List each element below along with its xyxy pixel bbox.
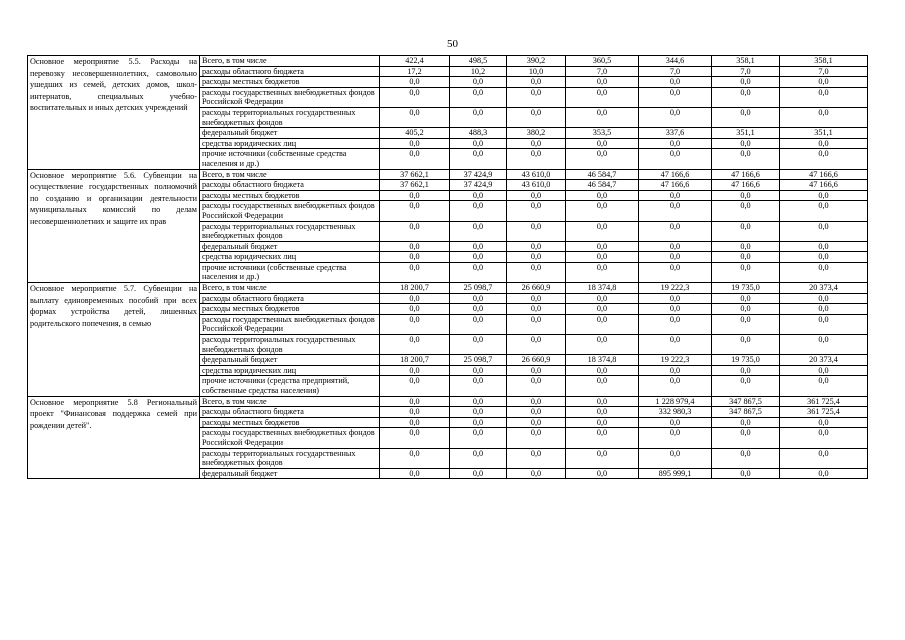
amount-cell: 0,0: [712, 87, 780, 107]
amount-cell: 0,0: [780, 138, 868, 149]
amount-cell: 0,0: [712, 448, 780, 468]
amount-cell: 0,0: [712, 314, 780, 334]
amount-cell: 0,0: [566, 221, 639, 241]
amount-cell: 895 999,1: [639, 468, 712, 479]
amount-cell: 0,0: [450, 87, 507, 107]
amount-cell: 10,2: [450, 66, 507, 77]
amount-cell: 0,0: [507, 190, 566, 201]
funding-source: расходы государственных внебюджетных фондов Российской Федерации: [200, 428, 380, 448]
amount-cell: 0,0: [566, 314, 639, 334]
amount-cell: 0,0: [450, 314, 507, 334]
amount-cell: 0,0: [712, 293, 780, 304]
amount-cell: 0,0: [712, 376, 780, 396]
amount-cell: 358,1: [780, 56, 868, 67]
amount-cell: 19 222,3: [639, 355, 712, 366]
funding-source: Всего, в том числе: [200, 169, 380, 180]
amount-cell: 0,0: [566, 241, 639, 252]
table-row: [28, 169, 868, 180]
funding-source: федеральный бюджет: [200, 241, 380, 252]
amount-cell: 358,1: [712, 56, 780, 67]
amount-cell: 0,0: [566, 396, 639, 407]
amount-cell: 0,0: [380, 190, 450, 201]
funding-source: расходы государственных внебюджетных фондов Российской Федерации: [200, 201, 380, 221]
amount-cell: 0,0: [780, 107, 868, 127]
amount-cell: 0,0: [380, 262, 450, 282]
amount-cell: 0,0: [780, 190, 868, 201]
amount-cell: 26 660,9: [507, 283, 566, 294]
amount-cell: 0,0: [507, 417, 566, 428]
amount-cell: 0,0: [639, 138, 712, 149]
amount-cell: 0,0: [380, 428, 450, 448]
amount-cell: 0,0: [712, 241, 780, 252]
funding-source: средства юридических лиц: [200, 138, 380, 149]
amount-cell: 0,0: [450, 428, 507, 448]
amount-cell: 0,0: [780, 221, 868, 241]
funding-source: прочие источники (собственные средства населения и др.): [200, 262, 380, 282]
amount-cell: 351,1: [712, 128, 780, 139]
amount-cell: 43 610,0: [507, 180, 566, 191]
amount-cell: 0,0: [566, 365, 639, 376]
amount-cell: 37 424,9: [450, 180, 507, 191]
amount-cell: 43 610,0: [507, 169, 566, 180]
amount-cell: 0,0: [780, 293, 868, 304]
amount-cell: 18 200,7: [380, 355, 450, 366]
budget-table-body: [28, 56, 868, 479]
amount-cell: 353,5: [566, 128, 639, 139]
amount-cell: 18 374,8: [566, 355, 639, 366]
funding-source: расходы областного бюджета: [200, 66, 380, 77]
table-row: [28, 396, 868, 407]
amount-cell: 332 980,3: [639, 407, 712, 418]
table-row: [28, 56, 868, 67]
amount-cell: 337,6: [639, 128, 712, 139]
amount-cell: 0,0: [566, 87, 639, 107]
amount-cell: 0,0: [507, 138, 566, 149]
amount-cell: 25 098,7: [450, 355, 507, 366]
amount-cell: 0,0: [507, 77, 566, 88]
amount-cell: 0,0: [712, 335, 780, 355]
funding-source: Всего, в том числе: [200, 396, 380, 407]
amount-cell: 0,0: [639, 417, 712, 428]
amount-cell: 0,0: [450, 262, 507, 282]
amount-cell: 0,0: [507, 201, 566, 221]
amount-cell: 0,0: [780, 314, 868, 334]
amount-cell: 498,5: [450, 56, 507, 67]
amount-cell: 0,0: [780, 262, 868, 282]
amount-cell: 0,0: [507, 293, 566, 304]
funding-source: Всего, в том числе: [200, 283, 380, 294]
amount-cell: 7,0: [780, 66, 868, 77]
amount-cell: 19 735,0: [712, 355, 780, 366]
amount-cell: 0,0: [566, 417, 639, 428]
amount-cell: 0,0: [639, 262, 712, 282]
amount-cell: 47 166,6: [712, 169, 780, 180]
amount-cell: 0,0: [507, 252, 566, 263]
budget-table: [27, 55, 868, 479]
amount-cell: 0,0: [450, 417, 507, 428]
amount-cell: 0,0: [639, 335, 712, 355]
amount-cell: 0,0: [450, 448, 507, 468]
amount-cell: 0,0: [507, 262, 566, 282]
amount-cell: 360,5: [566, 56, 639, 67]
amount-cell: 0,0: [450, 335, 507, 355]
amount-cell: 0,0: [450, 396, 507, 407]
amount-cell: 0,0: [450, 107, 507, 127]
amount-cell: 0,0: [450, 138, 507, 149]
amount-cell: 47 166,6: [780, 169, 868, 180]
amount-cell: 26 660,9: [507, 355, 566, 366]
amount-cell: 0,0: [380, 417, 450, 428]
funding-source: расходы территориальных государственных внебюджетных фондов: [200, 221, 380, 241]
amount-cell: 0,0: [507, 304, 566, 315]
amount-cell: 0,0: [566, 407, 639, 418]
amount-cell: 361 725,4: [780, 407, 868, 418]
amount-cell: 37 424,9: [450, 169, 507, 180]
amount-cell: 0,0: [450, 365, 507, 376]
amount-cell: 0,0: [566, 149, 639, 169]
amount-cell: 0,0: [639, 221, 712, 241]
funding-source: расходы государственных внебюджетных фондов Российской Федерации: [200, 314, 380, 334]
amount-cell: 0,0: [639, 304, 712, 315]
amount-cell: 0,0: [507, 396, 566, 407]
amount-cell: 0,0: [712, 107, 780, 127]
amount-cell: 0,0: [712, 252, 780, 263]
amount-cell: 0,0: [507, 376, 566, 396]
amount-cell: 37 662,1: [380, 169, 450, 180]
amount-cell: 0,0: [450, 149, 507, 169]
amount-cell: 0,0: [639, 448, 712, 468]
amount-cell: 0,0: [380, 304, 450, 315]
amount-cell: 0,0: [450, 468, 507, 479]
amount-cell: 0,0: [780, 365, 868, 376]
amount-cell: 0,0: [639, 87, 712, 107]
amount-cell: 0,0: [780, 376, 868, 396]
amount-cell: 0,0: [507, 149, 566, 169]
amount-cell: 344,6: [639, 56, 712, 67]
amount-cell: 47 166,6: [639, 169, 712, 180]
amount-cell: 0,0: [380, 149, 450, 169]
amount-cell: 0,0: [507, 448, 566, 468]
amount-cell: 351,1: [780, 128, 868, 139]
amount-cell: 390,2: [507, 56, 566, 67]
amount-cell: 0,0: [380, 138, 450, 149]
amount-cell: 0,0: [639, 376, 712, 396]
amount-cell: 17,2: [380, 66, 450, 77]
funding-source: расходы территориальных государственных внебюджетных фондов: [200, 335, 380, 355]
amount-cell: 0,0: [780, 304, 868, 315]
amount-cell: 7,0: [566, 66, 639, 77]
amount-cell: 47 166,6: [780, 180, 868, 191]
amount-cell: 0,0: [780, 201, 868, 221]
amount-cell: 0,0: [780, 335, 868, 355]
amount-cell: 0,0: [380, 314, 450, 334]
amount-cell: 380,2: [507, 128, 566, 139]
amount-cell: 0,0: [639, 293, 712, 304]
amount-cell: 0,0: [507, 241, 566, 252]
amount-cell: 0,0: [380, 335, 450, 355]
amount-cell: 0,0: [566, 77, 639, 88]
measure-title: Основное мероприятие 5.5. Расходы на перевозку несовершеннолетних, самовольно ушедших из семей, детских домов, школ-интернатов, специальных учебно-воспитательных и иных детских учреждений: [28, 56, 200, 170]
amount-cell: 0,0: [639, 201, 712, 221]
amount-cell: 0,0: [780, 448, 868, 468]
amount-cell: 0,0: [639, 252, 712, 263]
amount-cell: 7,0: [639, 66, 712, 77]
funding-source: расходы местных бюджетов: [200, 417, 380, 428]
amount-cell: 0,0: [380, 241, 450, 252]
amount-cell: 0,0: [380, 201, 450, 221]
funding-source: расходы областного бюджета: [200, 407, 380, 418]
amount-cell: 0,0: [566, 428, 639, 448]
amount-cell: 0,0: [780, 252, 868, 263]
amount-cell: 18 374,8: [566, 283, 639, 294]
amount-cell: 0,0: [780, 241, 868, 252]
amount-cell: 0,0: [639, 241, 712, 252]
amount-cell: 0,0: [507, 407, 566, 418]
amount-cell: 0,0: [380, 396, 450, 407]
amount-cell: 19 222,3: [639, 283, 712, 294]
amount-cell: 0,0: [507, 428, 566, 448]
amount-cell: 0,0: [380, 365, 450, 376]
amount-cell: 0,0: [712, 468, 780, 479]
amount-cell: 0,0: [450, 407, 507, 418]
amount-cell: 47 166,6: [712, 180, 780, 191]
funding-source: расходы территориальных государственных внебюджетных фондов: [200, 107, 380, 127]
amount-cell: 0,0: [450, 252, 507, 263]
amount-cell: 0,0: [712, 417, 780, 428]
amount-cell: 0,0: [639, 428, 712, 448]
amount-cell: 19 735,0: [712, 283, 780, 294]
amount-cell: 0,0: [780, 77, 868, 88]
amount-cell: 0,0: [712, 149, 780, 169]
amount-cell: 0,0: [780, 87, 868, 107]
funding-source: средства юридических лиц: [200, 252, 380, 263]
amount-cell: 0,0: [380, 87, 450, 107]
amount-cell: 0,0: [566, 201, 639, 221]
amount-cell: 47 166,6: [639, 180, 712, 191]
amount-cell: 46 584,7: [566, 169, 639, 180]
amount-cell: 0,0: [566, 107, 639, 127]
amount-cell: 0,0: [712, 77, 780, 88]
amount-cell: 0,0: [450, 201, 507, 221]
amount-cell: 0,0: [639, 365, 712, 376]
funding-source: федеральный бюджет: [200, 468, 380, 479]
amount-cell: 0,0: [566, 293, 639, 304]
amount-cell: 361 725,4: [780, 396, 868, 407]
amount-cell: 0,0: [450, 77, 507, 88]
amount-cell: 0,0: [639, 77, 712, 88]
amount-cell: 0,0: [380, 293, 450, 304]
amount-cell: 0,0: [507, 365, 566, 376]
amount-cell: 0,0: [712, 201, 780, 221]
amount-cell: 0,0: [380, 468, 450, 479]
amount-cell: 0,0: [380, 221, 450, 241]
funding-source: расходы местных бюджетов: [200, 77, 380, 88]
funding-source: средства юридических лиц: [200, 365, 380, 376]
funding-source: прочие источники (средства предприятий, собственные средства населения): [200, 376, 380, 396]
measure-title: Основное мероприятие 5.7. Субвенции на выплату единовременных пособий при всех формах устройства детей, лишенных родительского попечения, в семью: [28, 283, 200, 397]
funding-source: Всего, в том числе: [200, 56, 380, 67]
amount-cell: 1 228 979,4: [639, 396, 712, 407]
funding-source: расходы местных бюджетов: [200, 304, 380, 315]
amount-cell: 0,0: [712, 190, 780, 201]
amount-cell: 0,0: [380, 252, 450, 263]
amount-cell: 0,0: [380, 448, 450, 468]
amount-cell: 0,0: [507, 87, 566, 107]
amount-cell: 0,0: [566, 262, 639, 282]
amount-cell: 0,0: [507, 221, 566, 241]
amount-cell: 0,0: [639, 314, 712, 334]
amount-cell: 0,0: [566, 335, 639, 355]
amount-cell: 405,2: [380, 128, 450, 139]
amount-cell: 0,0: [639, 107, 712, 127]
amount-cell: 25 098,7: [450, 283, 507, 294]
amount-cell: 0,0: [507, 107, 566, 127]
amount-cell: 0,0: [380, 376, 450, 396]
amount-cell: 0,0: [450, 376, 507, 396]
funding-source: расходы территориальных государственных внебюджетных фондов: [200, 448, 380, 468]
amount-cell: 0,0: [566, 448, 639, 468]
amount-cell: 0,0: [450, 190, 507, 201]
amount-cell: 46 584,7: [566, 180, 639, 191]
funding-source: расходы областного бюджета: [200, 180, 380, 191]
funding-source: федеральный бюджет: [200, 128, 380, 139]
measure-title: Основное мероприятие 5.6. Субвенции на осуществление государственных полномочий по созданию и организации деятельности муниципальных комиссий по делам несовершеннолетних и защите их прав: [28, 169, 200, 283]
funding-source: федеральный бюджет: [200, 355, 380, 366]
amount-cell: 488,3: [450, 128, 507, 139]
amount-cell: 0,0: [566, 304, 639, 315]
amount-cell: 0,0: [380, 407, 450, 418]
amount-cell: 0,0: [566, 468, 639, 479]
amount-cell: 0,0: [712, 428, 780, 448]
amount-cell: 0,0: [450, 241, 507, 252]
amount-cell: 0,0: [639, 149, 712, 169]
measure-title: Основное мероприятие 5.8 Региональный проект "Финансовая поддержка семей при рождении детей".: [28, 396, 200, 479]
amount-cell: 0,0: [507, 314, 566, 334]
amount-cell: 0,0: [507, 335, 566, 355]
amount-cell: 0,0: [780, 428, 868, 448]
amount-cell: 0,0: [566, 376, 639, 396]
amount-cell: 0,0: [639, 190, 712, 201]
funding-source: расходы государственных внебюджетных фондов Российской Федерации: [200, 87, 380, 107]
amount-cell: 347 867,5: [712, 407, 780, 418]
amount-cell: 422,4: [380, 56, 450, 67]
amount-cell: 0,0: [450, 221, 507, 241]
funding-source: расходы областного бюджета: [200, 293, 380, 304]
amount-cell: 0,0: [780, 468, 868, 479]
amount-cell: 0,0: [712, 138, 780, 149]
amount-cell: 7,0: [712, 66, 780, 77]
amount-cell: 0,0: [380, 107, 450, 127]
page-number: 50: [447, 38, 458, 50]
amount-cell: 0,0: [712, 365, 780, 376]
amount-cell: 0,0: [507, 468, 566, 479]
amount-cell: 18 200,7: [380, 283, 450, 294]
amount-cell: 20 373,4: [780, 283, 868, 294]
table-row: [28, 283, 868, 294]
funding-source: расходы местных бюджетов: [200, 190, 380, 201]
amount-cell: 20 373,4: [780, 355, 868, 366]
amount-cell: 37 662,1: [380, 180, 450, 191]
amount-cell: 0,0: [712, 221, 780, 241]
amount-cell: 0,0: [566, 252, 639, 263]
amount-cell: 0,0: [780, 417, 868, 428]
amount-cell: 0,0: [450, 293, 507, 304]
amount-cell: 10,0: [507, 66, 566, 77]
amount-cell: 347 867,5: [712, 396, 780, 407]
amount-cell: 0,0: [450, 304, 507, 315]
amount-cell: 0,0: [712, 262, 780, 282]
amount-cell: 0,0: [566, 190, 639, 201]
amount-cell: 0,0: [380, 77, 450, 88]
amount-cell: 0,0: [780, 149, 868, 169]
amount-cell: 0,0: [566, 138, 639, 149]
funding-source: прочие источники (собственные средства населения и др.): [200, 149, 380, 169]
amount-cell: 0,0: [712, 304, 780, 315]
